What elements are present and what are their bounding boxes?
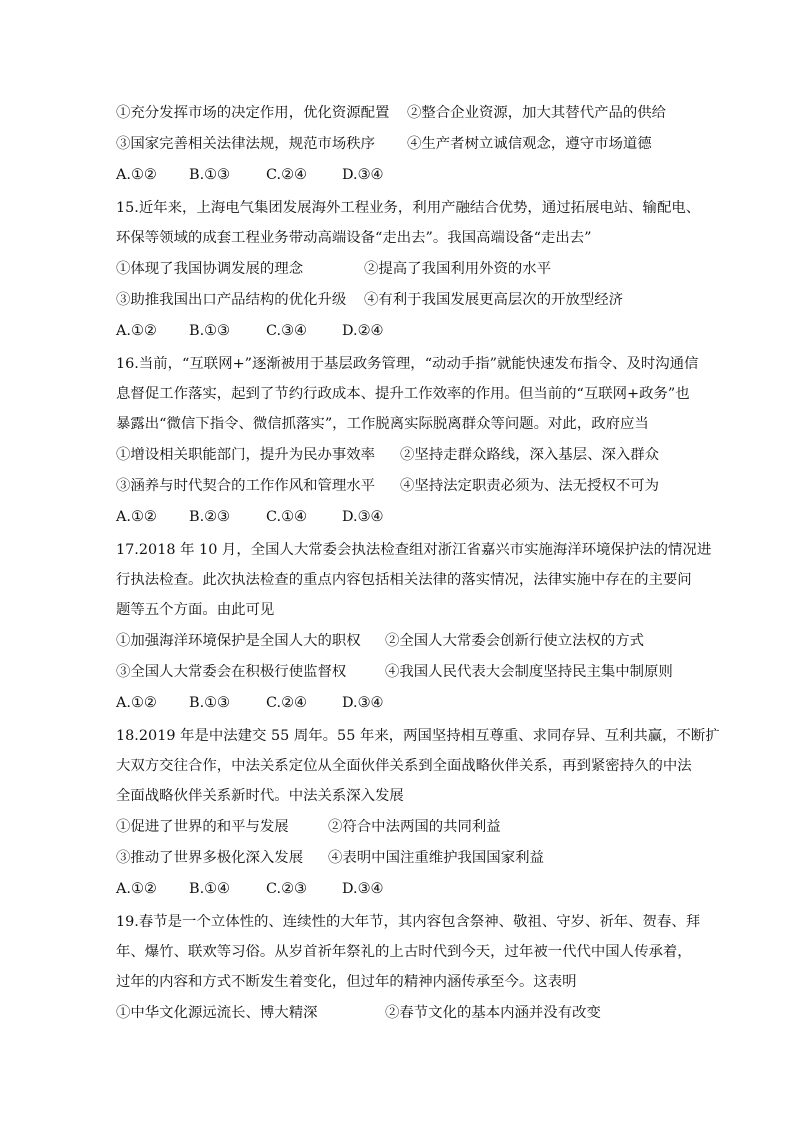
q18-option-2: ②符合中法两国的共同利益 [328, 819, 501, 835]
q19-stem-line-1: 19.春节是一个立体性的、连续性的大年节，其内容包含祭神、敬祖、守岁、祈年、贺春、拜 [116, 914, 701, 930]
q15-stem-line-2: 环保等领域的成套工程业务带动高端设备“走出去”。我国高端设备“走出去” [116, 230, 592, 246]
q18-answer-c: C.②③ [266, 881, 307, 897]
q18-answer-d: D.③④ [342, 881, 384, 897]
q16-stem-line-2: 息督促工作落实，起到了节约行政成本、提升工作效率的作用。但当前的“互联网+政务”也 [116, 386, 690, 402]
q18-answer-b: B.①④ [189, 881, 230, 897]
q17-option-2: ②全国人大常委会创新行使立法权的方式 [385, 633, 645, 649]
q15-answer-b: B.①③ [189, 323, 230, 339]
q19-option-2: ②春节文化的基本内涵并没有改变 [385, 1005, 601, 1021]
q16-answer-d: D.③④ [342, 509, 384, 525]
q18-stem-line-1: 18.2019 年是中法建交 55 周年。55 年来，两国坚持相互尊重、求同存异、互利共赢，不断扩 [116, 728, 720, 744]
q14-answer-b: B.①③ [189, 167, 230, 183]
q18-answer-a: A.①② [116, 881, 157, 897]
q17-option-3: ③全国人大常委会在积极行使监督权 [116, 664, 347, 680]
q16-stem-line-1: 16.当前，“互联网+”逐渐被用于基层政务管理，“动动手指”就能快速发布指令、及时沟通信 [116, 356, 699, 372]
q16-answer-b: B.②③ [189, 509, 230, 525]
q14-answer-d: D.③④ [342, 167, 384, 183]
q17-option-4: ④我国人民代表大会制度坚持民主集中制原则 [385, 664, 673, 680]
q17-answer-d: D.③④ [342, 695, 384, 711]
q17-stem-line-1: 17.2018 年 10 月，全国人大常委会执法检查组对浙江省嘉兴市实施海洋环境保护法的情况进 [116, 542, 712, 558]
q19-stem-line-2: 年、爆竹、联欢等习俗。从岁首祈年祭礼的上古时代到今天，过年被一代代中国人传承着， [116, 944, 692, 960]
q17-option-1: ①加强海洋环境保护是全国人大的职权 [116, 633, 361, 649]
q17-answer-b: B.①③ [189, 695, 230, 711]
q14-answer-c: C.②④ [266, 167, 307, 183]
q17-answer-a: A.①② [116, 695, 157, 711]
q18-option-1: ①促进了世界的和平与发展 [116, 819, 289, 835]
q17-stem-line-3: 题等五个方面。由此可见 [116, 602, 275, 618]
q19-stem-line-3: 过年的内容和方式不断发生着变化，但过年的精神内涵传承至今。这表明 [116, 974, 577, 990]
q18-stem-line-2: 大双方交往合作，中法关系定位从全面伙伴关系到全面战略伙伴关系，再到紧密持久的中法 [116, 758, 692, 774]
q16-option-2: ②坚持走群众路线，深入基层、深入群众 [400, 447, 660, 463]
q18-stem-line-3: 全面战略伙伴关系新时代。中法关系深入发展 [116, 788, 404, 804]
q15-option-2: ②提高了我国利用外资的水平 [364, 261, 552, 277]
q14-option-3: ③国家完善相关法律法规，规范市场秩序 [116, 136, 376, 152]
q15-stem-line-1: 15.近年来，上海电气集团发展海外工程业务，利用产融结合优势，通过拓展电站、输配电、 [116, 200, 701, 216]
q16-answer-a: A.①② [116, 509, 157, 525]
q14-option-1: ①充分发挥市场的决定作用，优化资源配置 [116, 105, 390, 121]
q16-option-4: ④坚持法定职责必须为、法无授权不可为 [400, 478, 660, 494]
q15-option-1: ①体现了我国协调发展的理念 [116, 261, 304, 277]
q18-option-3: ③推动了世界多极化深入发展 [116, 850, 304, 866]
q15-option-3: ③助推我国出口产品结构的优化升级 [116, 292, 347, 308]
q16-option-1: ①增设相关职能部门，提升为民办事效率 [116, 447, 376, 463]
q15-answer-a: A.①② [116, 323, 157, 339]
q14-answer-a: A.①② [116, 167, 157, 183]
q16-stem-line-3: 暴露出“微信下指令、微信抓落实”，工作脱离实际脱离群众等问题。对此，政府应当 [116, 416, 649, 432]
q18-option-4: ④表明中国注重维护我国国家利益 [328, 850, 544, 866]
q16-option-3: ③涵养与时代契合的工作作风和管理水平 [116, 478, 376, 494]
q17-stem-line-2: 行执法检查。此次执法检查的重点内容包括相关法律的落实情况，法律实施中存在的主要问 [116, 572, 692, 588]
q17-answer-c: C.②④ [266, 695, 307, 711]
q15-answer-d: D.②④ [342, 323, 384, 339]
q19-option-1: ①中华文化源远流长、博大精深 [116, 1005, 318, 1021]
q14-option-4: ④生产者树立诚信观念，遵守市场道德 [407, 136, 652, 152]
q15-option-4: ④有利于我国发展更高层次的开放型经济 [364, 292, 624, 308]
q15-answer-c: C.③④ [266, 323, 307, 339]
q16-answer-c: C.①④ [266, 509, 307, 525]
q14-option-2: ②整合企业资源，加大其替代产品的供给 [407, 105, 667, 121]
